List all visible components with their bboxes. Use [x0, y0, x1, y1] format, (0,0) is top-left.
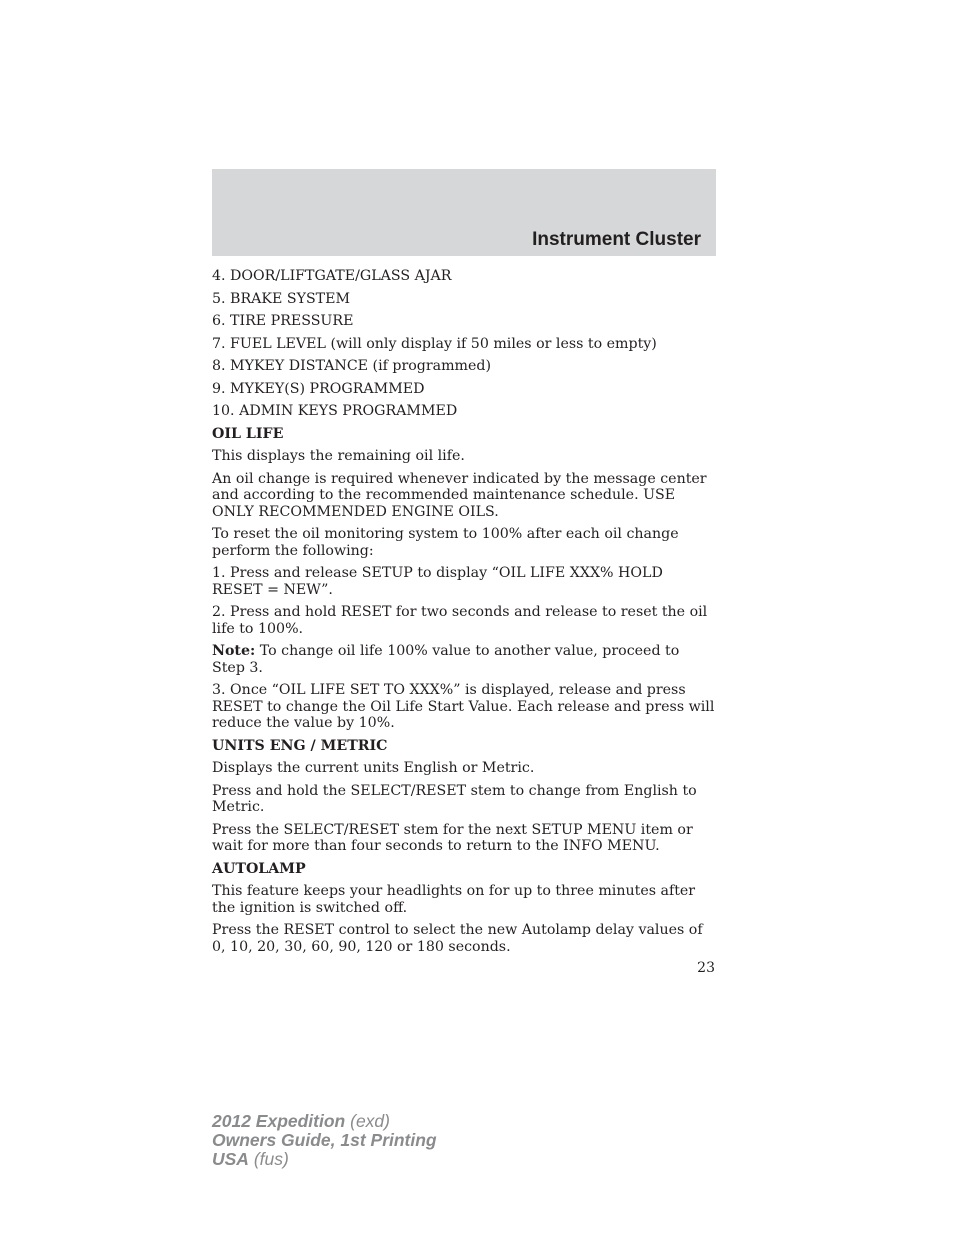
footer-imprint: [212, 1112, 437, 1169]
note-label: Note:: [212, 643, 256, 659]
footer-region: USA: [212, 1149, 249, 1169]
page-number: 23: [697, 960, 715, 976]
autolamp-paragraph: Press the RESET control to select the new Autolamp delay values of 0, 10, 20, 30, 60, 90, 120 or 180 seconds.: [212, 922, 703, 955]
list-item: 10. ADMIN KEYS PROGRAMMED: [212, 403, 458, 419]
units-paragraph: Displays the current units English or Metric.: [212, 760, 535, 776]
units-heading: UNITS ENG / METRIC: [212, 737, 388, 754]
section-header-band: [212, 169, 716, 256]
units-paragraph: Press the SELECT/RESET stem for the next SETUP MENU item or wait for more than four seconds to return to the INFO MENU.: [212, 821, 693, 854]
section-title: Instrument Cluster: [532, 229, 701, 250]
oil-life-step: 2. Press and hold RESET for two seconds and release to reset the oil life to 100%.: [212, 604, 708, 637]
footer-line-region: [212, 1150, 437, 1169]
list-item: 5. BRAKE SYSTEM: [212, 290, 351, 307]
list-item: 7. FUEL LEVEL (will only display if 50 miles or less to empty): [212, 335, 657, 352]
oil-life-step: 3. Once “OIL LIFE SET TO XXX%” is displayed, release and press RESET to change the Oil Life Start Value. Each release and press will reduce the value by 10%.: [212, 682, 715, 731]
footer-guide: Owners Guide, 1st Printing: [212, 1130, 437, 1150]
oil-life-paragraph: To reset the oil monitoring system to 100% after each oil change perform the following:: [212, 526, 679, 559]
footer-model-code: (exd): [345, 1111, 390, 1131]
list-item: 4. DOOR/LIFTGATE/GLASS AJAR: [212, 268, 452, 284]
list-item: 6. TIRE PRESSURE: [212, 313, 354, 329]
footer-model: 2012 Expedition: [212, 1111, 346, 1131]
list-item: 9. MYKEY(S) PROGRAMMED: [212, 380, 425, 397]
oil-life-heading: OIL LIFE: [212, 425, 284, 442]
autolamp-heading: AUTOLAMP: [212, 860, 306, 877]
note-text: To change oil life 100% value to another value, proceed to Step 3.: [212, 643, 680, 676]
list-item: 8. MYKEY DISTANCE (if programmed): [212, 358, 492, 374]
oil-life-step: 1. Press and release SETUP to display “OIL LIFE XXX% HOLD RESET = NEW”.: [212, 565, 663, 598]
page-content: [212, 268, 716, 961]
oil-life-paragraph: This displays the remaining oil life.: [212, 448, 465, 464]
oil-life-paragraph: An oil change is required whenever indicated by the message center and according to the recommended maintenance schedule. USE ONLY RECOMMENDED ENGINE OILS.: [212, 470, 707, 520]
footer-region-code: (fus): [248, 1149, 289, 1169]
footer-line-guide: [212, 1131, 437, 1150]
footer-line-model: [212, 1112, 437, 1131]
autolamp-paragraph: This feature keeps your headlights on for up to three minutes after the ignition is switched off.: [212, 883, 696, 916]
units-paragraph: Press and hold the SELECT/RESET stem to change from English to Metric.: [212, 782, 697, 815]
oil-life-note: [212, 643, 716, 676]
